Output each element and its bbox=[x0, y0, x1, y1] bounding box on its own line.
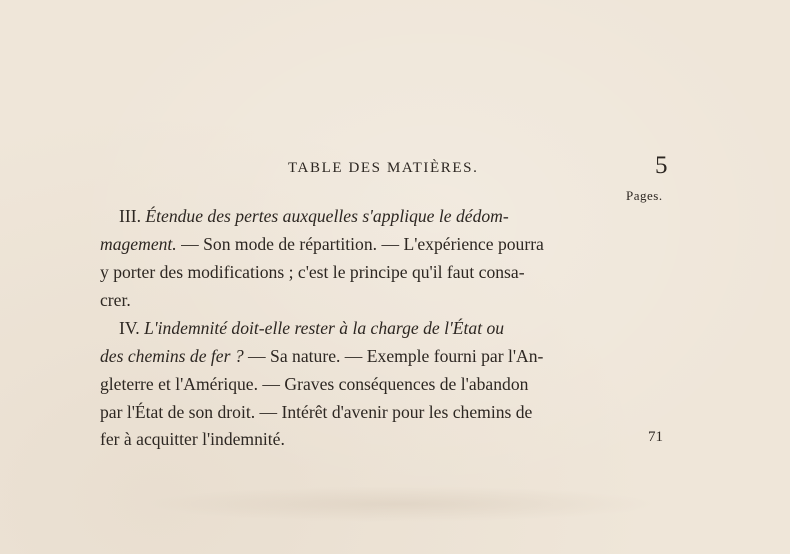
entry-title-continued: des chemins de fer ? bbox=[100, 346, 244, 366]
toc-entry-iii-line-4 bbox=[100, 292, 131, 310]
toc-entry-iv-line-4 bbox=[100, 404, 532, 422]
toc-entry-iii-line-2 bbox=[100, 236, 544, 254]
pages-column-label: Pages. bbox=[626, 188, 663, 203]
entry-text: gleterre et l'Amérique. — Graves conséquences de l'abandon bbox=[100, 374, 529, 394]
ink-bleed-through bbox=[140, 486, 660, 522]
toc-entry-iv-line-2 bbox=[100, 348, 543, 366]
toc-entry-iv-line-5 bbox=[100, 431, 285, 449]
entry-number: III. bbox=[119, 206, 141, 226]
page-reference: 71 bbox=[648, 429, 663, 445]
entry-text: crer. bbox=[100, 290, 131, 310]
entry-title: L'indemnité doit-elle rester à la charge de l'État ou bbox=[144, 318, 505, 338]
toc-entry-iii-line-3 bbox=[100, 264, 525, 282]
toc-entry-iii-line-1 bbox=[119, 208, 509, 226]
toc-entry-iv-line-3 bbox=[100, 376, 528, 394]
entry-text: — Sa nature. — Exemple fourni par l'An- bbox=[243, 346, 544, 366]
entry-text: par l'État de son droit. — Intérêt d'avenir pour les chemins de bbox=[100, 402, 533, 422]
entry-title: Étendue des pertes auxquelles s'applique le dédom- bbox=[145, 206, 509, 226]
entry-title-continued: magement. bbox=[100, 234, 177, 254]
entry-text: — Son mode de répartition. — L'expérience pourra bbox=[176, 234, 544, 254]
page-number: 5 bbox=[655, 152, 668, 179]
entry-text: y porter des modifications ; c'est le principe qu'il faut consa- bbox=[100, 262, 525, 282]
toc-entry-iv-line-1 bbox=[119, 320, 504, 338]
page-title: TABLE DES MATIÈRES. bbox=[288, 160, 479, 176]
entry-number: IV. bbox=[119, 318, 140, 338]
entry-text: fer à acquitter l'indemnité. bbox=[100, 429, 285, 449]
